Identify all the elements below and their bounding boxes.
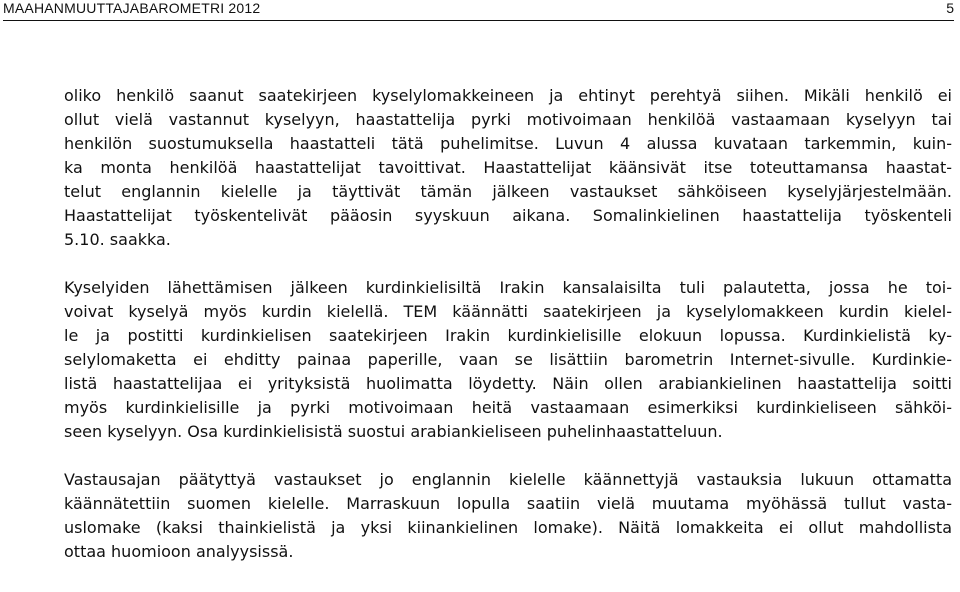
page-header — [3, 0, 954, 21]
paragraph-spacer — [64, 252, 952, 276]
text-line: Haastattelijat työskentelivät pääosin syyskuun aikana. Somalinkielinen haastattelija työskenteli — [64, 206, 952, 225]
text-line: ka monta henkilöä haastattelijat tavoittivat. Haastattelijat käänsivät itse toteuttamansa haastat- — [64, 158, 952, 177]
text-line: le ja postitti kurdinkielisen saatekirjeen Irakin kurdinkielisille elokuun lopussa. Kurdinkielistä ky- — [64, 326, 952, 345]
text-line: voivat kyselyä myös kurdin kielellä. TEM käännätti saatekirjeen ja kyselylomakkeen kurdin kielel- — [64, 302, 952, 321]
text-line: uslomake (kaksi thainkielistä ja yksi kiinankielinen lomake). Näitä lomakkeita ei ollut mahdollista — [64, 518, 952, 537]
text-line: ottaa huomioon analyysissä. — [64, 542, 294, 561]
text-line: selylomaketta ei ehditty painaa paperille, vaan se lisättiin barometrin Internet-sivulle. Kurdinkie- — [64, 350, 952, 369]
body-text — [64, 84, 952, 564]
paragraph-translation — [64, 468, 952, 564]
paragraph-kurdish-survey — [64, 276, 952, 444]
paragraph-spacer — [64, 444, 952, 468]
text-line: myös kurdinkielisille ja pyrki motivoimaan heitä vastaamaan esimerkiksi kurdinkieliseen sähköi- — [64, 398, 952, 417]
paragraph-interview-procedure — [64, 84, 952, 252]
text-line: Kyselyiden lähettämisen jälkeen kurdinkielisiltä Irakin kansalaisilta tuli palautetta, jossa he toi- — [64, 278, 952, 297]
text-line: Vastausajan päätyttyä vastaukset jo englannin kielelle käännettyjä vastauksia lukuun ottamatta — [64, 470, 952, 489]
text-line: oliko henkilö saanut saatekirjeen kyselylomakkeineen ja ehtinyt perehtyä siihen. Mikäli henkilö ei — [64, 86, 952, 105]
text-line: telut englannin kielelle ja täyttivät tämän jälkeen vastaukset sähköiseen kyselyjärjestelmään. — [64, 182, 952, 201]
text-line: 5.10. saakka. — [64, 230, 171, 249]
text-line: henkilön suostumuksella haastatteli tätä puhelimitse. Luvun 4 alussa kuvataan tarkemmin, kuin- — [64, 134, 952, 153]
text-line: listä haastattelijaa ei yrityksistä huolimatta löydetty. Näin ollen arabiankielinen haastattelija soitti — [64, 374, 952, 393]
text-line: käännätettiin suomen kielelle. Marraskuun lopulla saatiin vielä muutama myöhässä tullut vasta- — [64, 494, 952, 513]
running-header-title: MAAHANMUUTTAJABAROMETRI 2012 — [3, 0, 261, 16]
text-line: seen kyselyyn. Osa kurdinkielisistä suostui arabiankieliseen puhelinhaastatteluun. — [64, 422, 723, 441]
page-number: 5 — [946, 0, 954, 16]
text-line: ollut vielä vastannut kyselyyn, haastattelija pyrki motivoimaan henkilöä vastaamaan kyselyyn tai — [64, 110, 952, 129]
